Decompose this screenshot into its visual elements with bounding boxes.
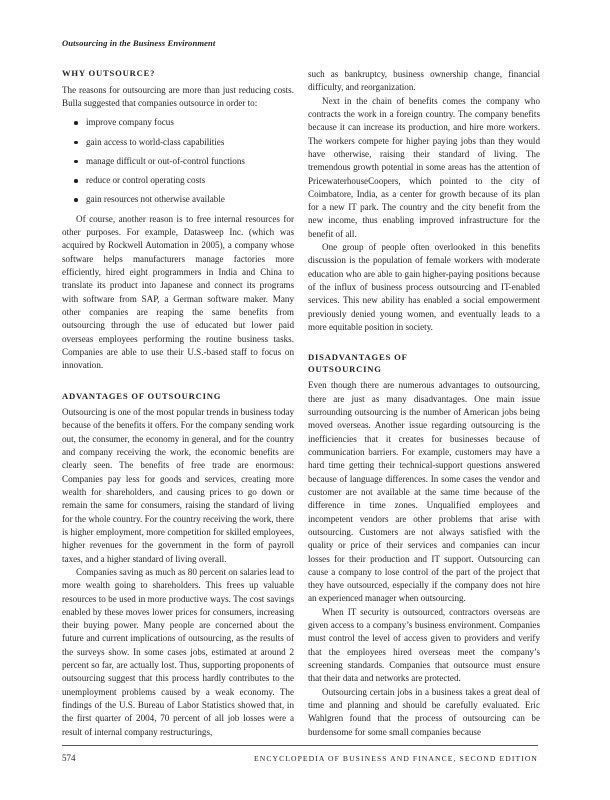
running-head: Outsourcing in the Business Environment [62, 38, 216, 48]
list-item: reduce or control operating costs [72, 174, 294, 187]
paragraph: Next in the chain of benefits comes the company who contracts the work in a foreign country. The company benefits because it can increase its production, and hire more workers. The workers compete for higher paying jobs than they would have otherwise, raising their standard of living. The tremendous growth potential in some areas has the attention of PricewaterhouseCoopers, which pointed to the city of Coimbatore, India, as a center for growth because of its plan for a new IT park. The country and the city benefit from the new income, thus enabling improved infrastructure for the benefit of all. [308, 95, 540, 239]
list-item: gain resources not otherwise available [72, 193, 294, 206]
list-item: manage difficult or out-of-control functions [72, 155, 294, 168]
bullet-list [62, 116, 294, 207]
paragraph: Of course, another reason is to free internal resources for other purposes. For example, Datasweep Inc. (which was acquired by Rockwell Automation in 2005), a company whose software helps manufacturers manage factories more efficiently, hired eight programmers in India and China to translate its product into Japanese and connect its programs with software from SAP, a German software maker. Many other companies are reaping the same benefits from outsourcing through the use of educated but lower paid overseas employees performing the routine business tasks. Companies are able to use their U.S.-based staff to focus on innovation. [62, 213, 294, 371]
section-heading-why-outsource: WHY OUTSOURCE? [62, 68, 156, 78]
paragraph: such as bankruptcy, business ownership change, financial difficulty, and reorganization. [308, 69, 540, 93]
paragraph: Companies saving as much as 80 percent on salaries lead to more wealth going to shareholders. This frees up valuable resources to be used in more productive ways. The cost savings enabled by these moves lower prices for consumers, increasing their buying power. Many people are concerned about the future and current implications of outsourcing, as the results of the surveys show. In some cases jobs, estimated at around 2 percent so far, are actually lost. Thus, supporting proponents of outsourcing suggest that this process hardly contributes to the unemployment problems caused by a weak economy. The findings of the U.S. Bureau of Labor Statistics showed that, in the first quarter of 2004, 70 percent of all job losses were a result of internal company restructurings, [62, 566, 294, 737]
page-number: 574 [62, 753, 76, 763]
left-column [62, 68, 294, 739]
list-item: gain access to world-class capabilities [72, 136, 294, 149]
list-item: improve company focus [72, 116, 294, 129]
paragraph: Even though there are numerous advantages to outsourcing, there are just as many disadvantages. One main issue surrounding outsourcing is the number of American jobs being moved overseas. Another issue regarding outsourcing is the inefficiencies that it creates for businesses because of communication barriers. For example, customers may have a hard time getting their technical-support questions answered because of language differences. In some cases the vendor and customer are not available at the same time because of the difference in time zones. Unqualified employees and incompetent vendors are other problems that arise with outsourcing. Customers are not always satisfied with the quality or price of their services and companies can incur losses for their production and IT support. Outsourcing can cause a company to lose control of the part of the project that they have outsourced, especially if the company does not hire an experienced manager when outsourcing. [308, 380, 540, 604]
paragraph: One group of people often overlooked in this benefits discussion is the population of female workers with moderate education who are able to gain higher-paying positions because of the influx of business process outsourcing and IT-enabled services. This new ability has enabled a social empowerment previously denied young women, and eventually leads to a more equitable position in society. [308, 242, 540, 332]
publication-title: ENCYCLOPEDIA OF BUSINESS AND FINANCE, SECOND EDITION [254, 754, 538, 763]
right-column [308, 68, 540, 739]
paragraph: Outsourcing is one of the most popular trends in business today because of the benefits it offers. For the company sending work out, the consumer, the economy in general, and for the country and company receiving the work, the economic benefits are clearly seen. The benefits of free trade are enormous: Companies pay less for goods and services, creating more wealth for shareholders, and causing prices to go down or remain the same for consumers, raising the standard of living for the whole country. For the country receiving the work, there is higher employment, more competition for skilled employees, higher revenues for the government in the form of payroll taxes, and a higher standard of living overall. [62, 407, 294, 564]
paragraph: The reasons for outsourcing are more than just reducing costs. Bulla suggested that companies outsource in order to: [62, 84, 294, 108]
section-heading-advantages: ADVANTAGES OF OUTSOURCING [62, 390, 222, 401]
section-heading-disadvantages: DISADVANTAGES OF OUTSOURCING [308, 352, 408, 374]
paragraph: Outsourcing certain jobs in a business takes a great deal of time and planning and should be carefully evaluated. Eric Wahlgren found that the process of outsourcing can be burdensome for some small companies because [308, 686, 540, 737]
page-footer [62, 745, 538, 763]
paragraph: When IT security is outsourced, contractors overseas are given access to a company’s business environment. Companies must control the level of access given to providers and verify that the employees hired overseas meet the company’s screening standards. Companies that outsource must ensure that their data and networks are protected. [308, 606, 540, 684]
